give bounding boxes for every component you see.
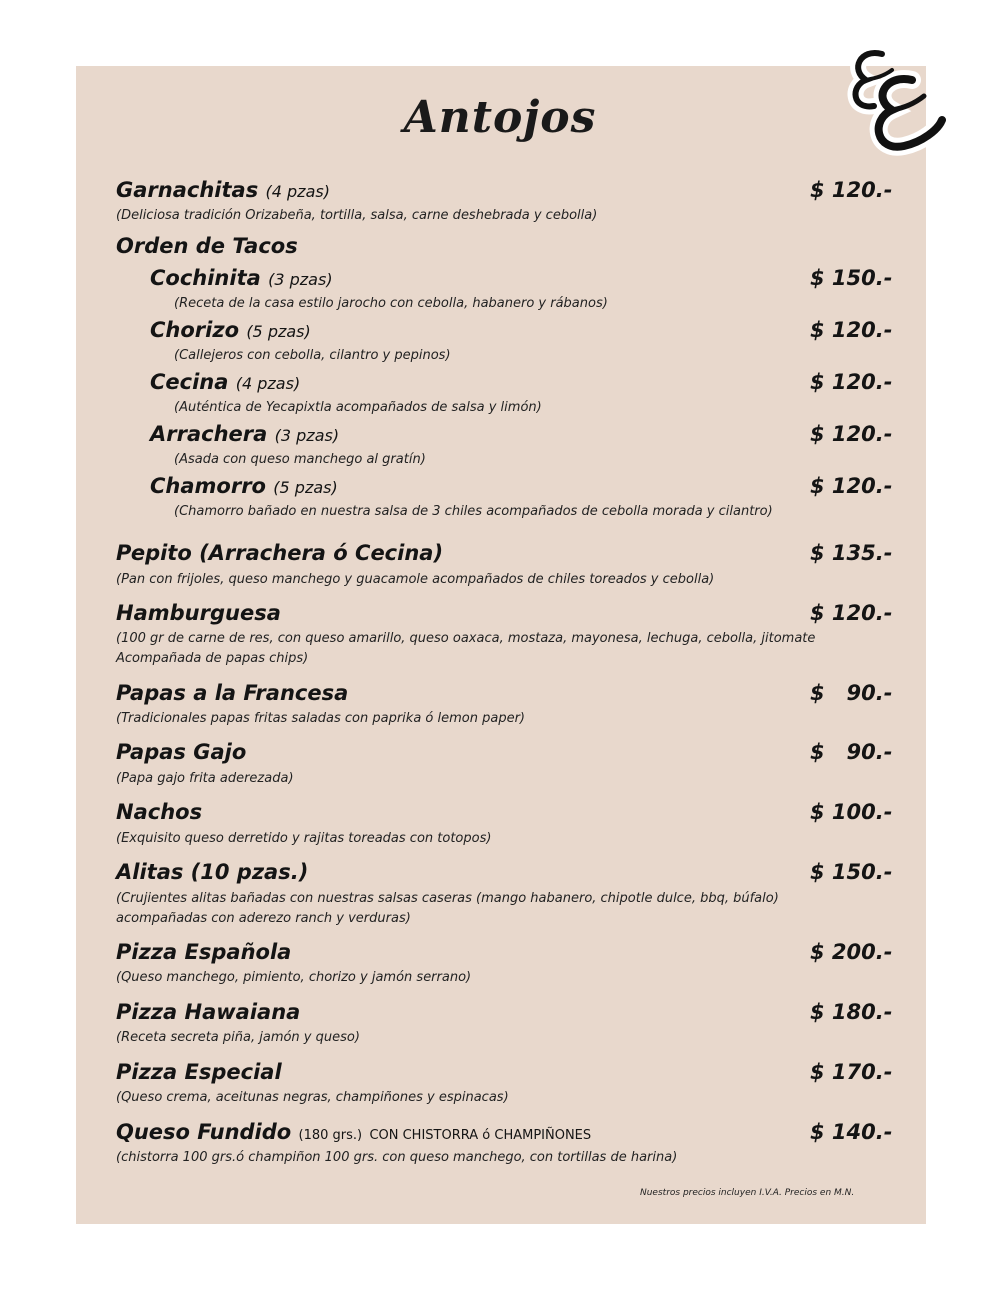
item-queso-fundido-price: $ 140.- — [810, 1120, 893, 1144]
item-alitas-desc-2: acompañadas con aderezo ranch y verduras) — [116, 911, 411, 926]
item-cochinita-price: $ 150.- — [810, 266, 893, 290]
item-cecina-price: $ 120.- — [810, 370, 893, 394]
item-arrachera-name — [150, 422, 339, 446]
item-hamburguesa-name: Hamburguesa — [116, 601, 281, 625]
item-name: Queso Fundido — [116, 1120, 292, 1144]
item-pizza-hawaiana-name: Pizza Hawaiana — [116, 1000, 301, 1024]
item-name: Cochinita — [150, 266, 261, 290]
item-alitas-name: Alitas (10 pzas.) — [116, 860, 309, 884]
item-cochinita-name — [150, 266, 333, 290]
item-papas-francesa-desc: (Tradicionales papas fritas saladas con paprika ó lemon paper) — [116, 711, 525, 726]
page-title: Antojos — [403, 92, 597, 143]
item-name: Chamorro — [150, 474, 266, 498]
item-qty: (4 pzas) — [235, 374, 301, 393]
item-chorizo-price: $ 120.- — [810, 318, 893, 342]
item-hamburguesa-desc: (100 gr de carne de res, con queso amarillo, queso oaxaca, mostaza, mayonesa, lechuga, cebolla, jitomate — [116, 631, 816, 646]
item-pizza-hawaiana-desc: (Receta secreta piña, jamón y queso) — [116, 1030, 360, 1045]
item-qty: (5 pzas) — [273, 478, 338, 497]
item-pizza-especial-desc: (Queso crema, aceitunas negras, champiñones y espinacas) — [116, 1090, 509, 1105]
item-chorizo-desc: (Callejeros con cebolla, cilantro y pepinos) — [174, 348, 451, 363]
item-queso-fundido-name — [116, 1120, 591, 1144]
item-chamorro-name — [150, 474, 338, 498]
item-cecina-desc: (Auténtica de Yecapixtla acompañados de salsa y limón) — [174, 400, 542, 415]
item-papas-gajo-price: $ 90.- — [810, 740, 893, 764]
item-nachos-price: $ 100.- — [810, 800, 893, 824]
item-hamburguesa-price: $ 120.- — [810, 601, 893, 625]
item-garnachitas-name — [116, 178, 330, 202]
item-qty: (5 pzas) — [246, 322, 311, 341]
item-qty: (4 pzas) — [265, 182, 330, 201]
item-chamorro-price: $ 120.- — [810, 474, 893, 498]
item-name: Arrachera — [150, 422, 268, 446]
item-garnachitas-price: $ 120.- — [810, 178, 893, 202]
item-queso-fundido-desc: (chistorra 100 grs.ó champiñon 100 grs. con queso manchego, con tortillas de harina) — [116, 1150, 678, 1165]
item-papas-gajo-desc: (Papa gajo frita aderezada) — [116, 771, 294, 786]
tacos-section-header: Orden de Tacos — [116, 234, 298, 258]
item-pepito-name: Pepito (Arrachera ó Cecina) — [116, 541, 444, 565]
item-pizza-especial-price: $ 170.- — [810, 1060, 893, 1084]
item-papas-gajo-name: Papas Gajo — [116, 740, 247, 764]
footer-note: Nuestros precios incluyen I.V.A. Precios en M.N. — [640, 1188, 855, 1198]
item-pizza-hawaiana-price: $ 180.- — [810, 1000, 893, 1024]
item-alitas-price: $ 150.- — [810, 860, 893, 884]
item-arrachera-price: $ 120.- — [810, 422, 893, 446]
item-name: Garnachitas — [116, 178, 259, 202]
item-qty: (180 grs.) — [298, 1128, 363, 1143]
item-chamorro-desc: (Chamorro bañado en nuestra salsa de 3 chiles acompañados de cebolla morada y cilantro) — [174, 504, 773, 519]
item-qty: (3 pzas) — [274, 426, 340, 445]
item-pizza-especial-name: Pizza Especial — [116, 1060, 282, 1084]
item-nachos-name: Nachos — [116, 800, 203, 824]
item-qty: (3 pzas) — [268, 270, 333, 289]
item-papas-francesa-name: Papas a la Francesa — [116, 681, 349, 705]
item-pizza-espanola-desc: (Queso manchego, pimiento, chorizo y jamón serrano) — [116, 970, 472, 985]
item-pepito-desc: (Pan con frijoles, queso manchego y guacamole acompañados de chiles toreados y cebolla) — [116, 572, 715, 587]
item-arrachera-desc: (Asada con queso manchego al gratín) — [174, 452, 426, 467]
item-papas-francesa-price: $ 90.- — [810, 681, 893, 705]
item-alitas-desc: (Crujientes alitas bañadas con nuestras salsas caseras (mango habanero, chipotle dulce, bbq, búfalo) — [116, 891, 779, 906]
item-cecina-name — [150, 370, 300, 394]
item-name: Cecina — [150, 370, 229, 394]
item-garnachitas-desc: (Deliciosa tradición Orizabeña, tortilla, salsa, carne deshebrada y cebolla) — [116, 208, 598, 223]
item-pizza-espanola-price: $ 200.- — [810, 940, 893, 964]
item-extra: CON CHISTORRA ó CHAMPIÑONES — [369, 1128, 592, 1143]
item-pizza-espanola-name: Pizza Española — [116, 940, 292, 964]
item-chorizo-name — [150, 318, 311, 342]
item-nachos-desc: (Exquisito queso derretido y rajitas toreadas con totopos) — [116, 831, 492, 846]
item-pepito-price: $ 135.- — [810, 541, 893, 565]
item-name: Chorizo — [150, 318, 239, 342]
item-hamburguesa-desc-2: Acompañada de papas chips) — [116, 651, 309, 666]
item-cochinita-desc: (Receta de la casa estilo jarocho con cebolla, habanero y rábanos) — [174, 296, 608, 311]
